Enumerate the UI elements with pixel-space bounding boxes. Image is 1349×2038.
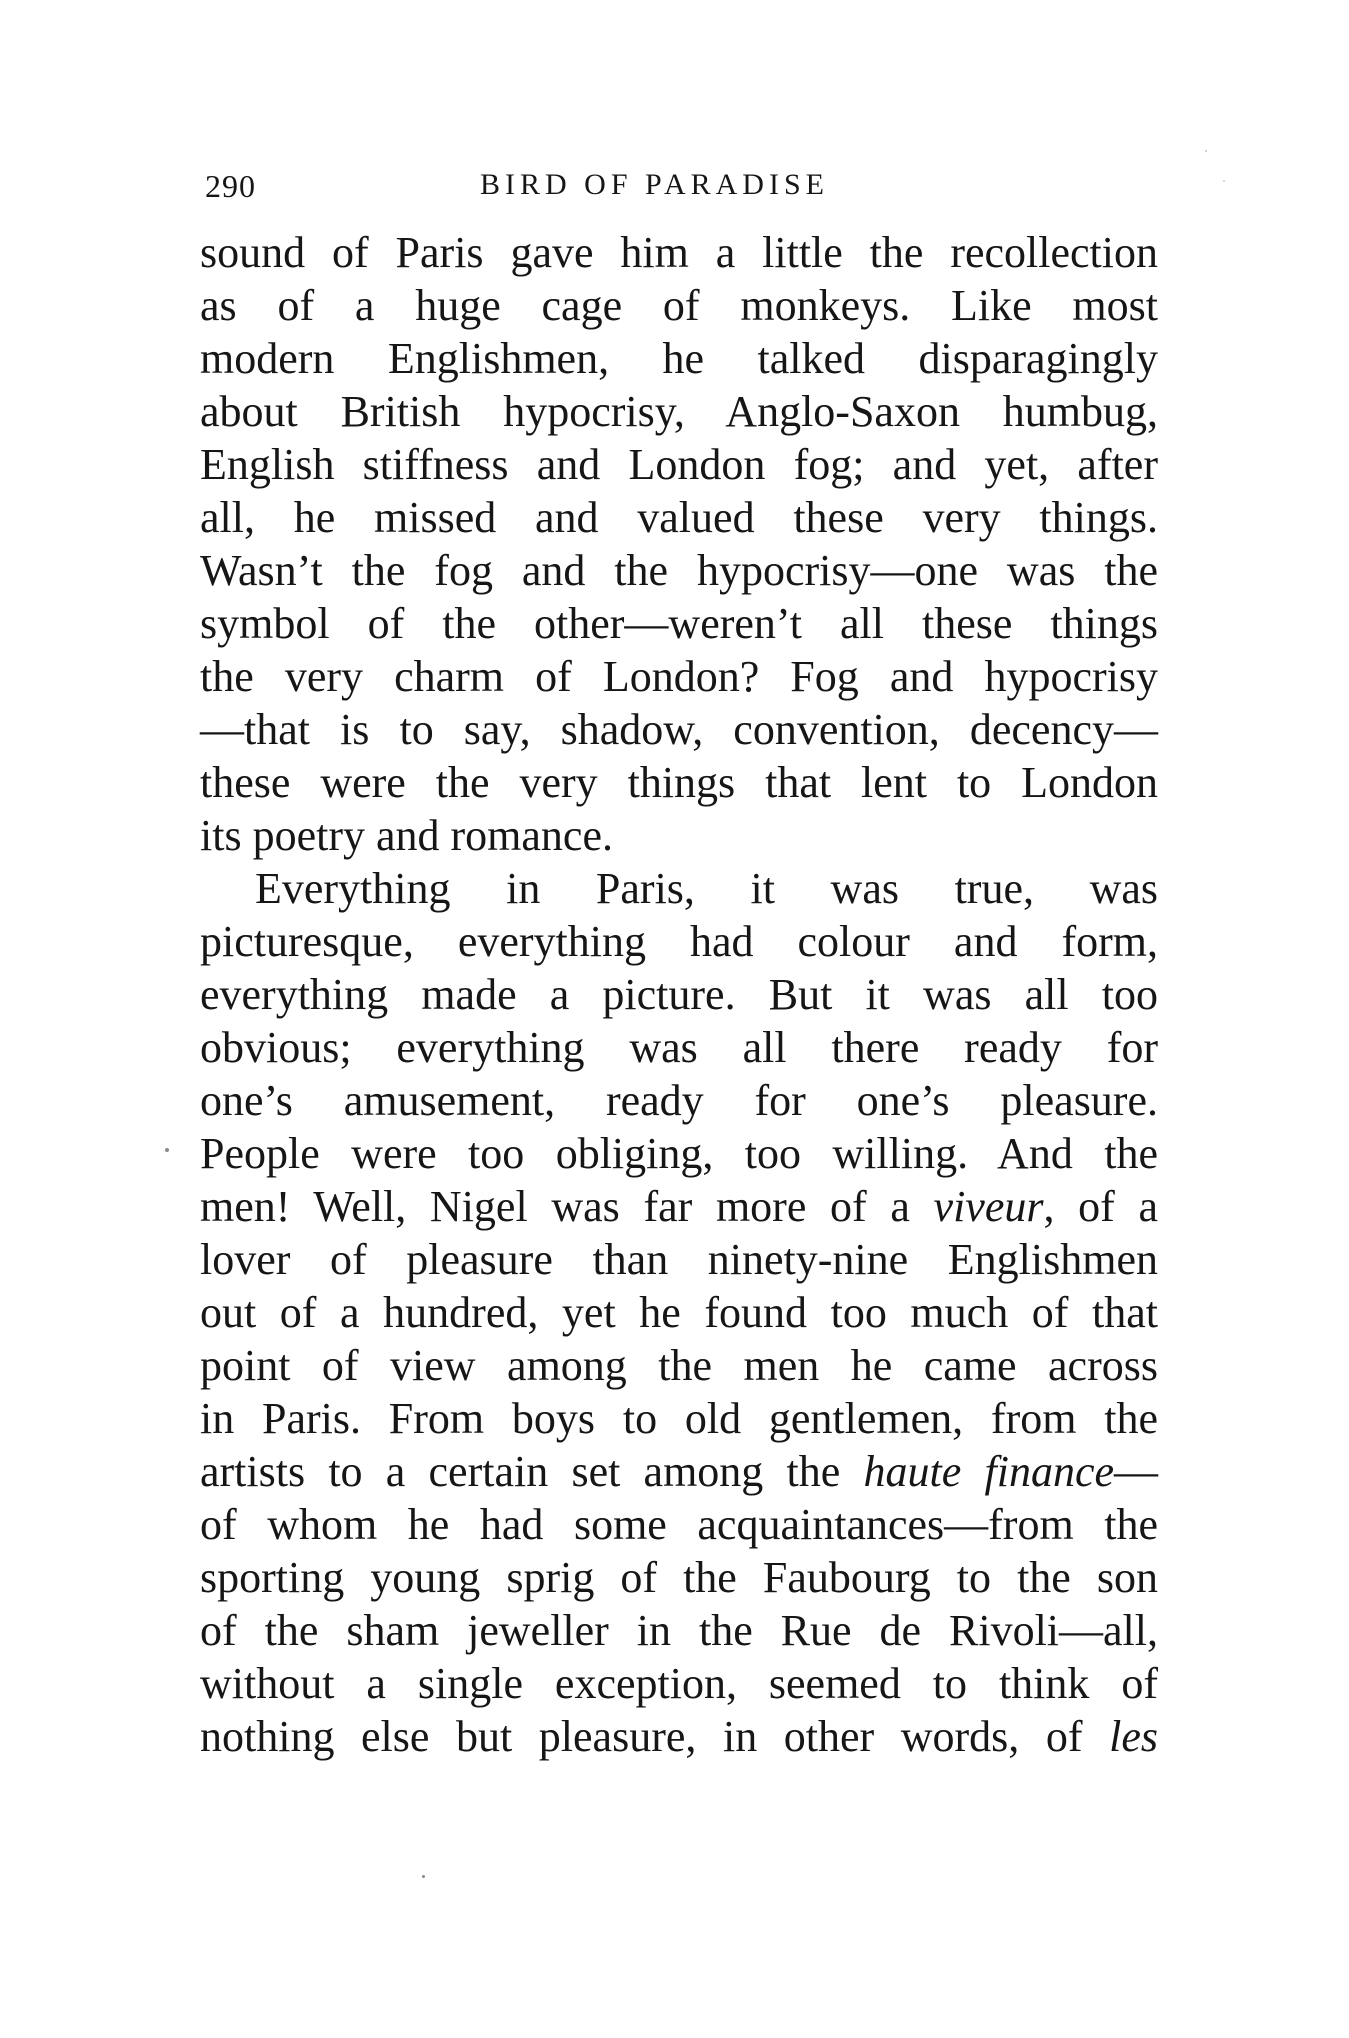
text-line: modern Englishmen, he talked disparagingly (200, 334, 1158, 383)
text-line: about British hypocrisy, Anglo-Saxon humbug, (200, 387, 1158, 436)
print-speck (165, 1148, 169, 1152)
text-line: these were the very things that lent to London (200, 758, 1158, 807)
text-line: all, he missed and valued these very things. (200, 493, 1158, 542)
text-line: without a single exception, seemed to think of (200, 1659, 1158, 1708)
roman-text: , of a (1043, 1182, 1159, 1231)
paragraph-start-line: Everything in Paris, it was true, was (255, 864, 1158, 913)
page-number: 290 (205, 168, 256, 204)
text-line: lover of pleasure than ninety-nine Englishmen (200, 1235, 1158, 1284)
text-line: People were too obliging, too willing. And the (200, 1129, 1158, 1178)
roman-text: artists to a certain set among the (200, 1447, 864, 1496)
print-speck (1205, 150, 1207, 152)
text-line: in Paris. From boys to old gentlemen, from the (200, 1394, 1158, 1443)
text-line-with-italic (200, 1180, 1158, 1233)
roman-text: — (1114, 1447, 1159, 1496)
body-text (200, 226, 1158, 1763)
print-speck (1223, 180, 1225, 182)
text-line: obvious; everything was all there ready for (200, 1023, 1158, 1072)
roman-text: nothing else but pleasure, in other words, of (200, 1712, 1110, 1761)
text-line: out of a hundred, yet he found too much of that (200, 1288, 1158, 1337)
text-line: English stiffness and London fog; and yet, after (200, 440, 1158, 489)
text-line: of whom he had some acquaintances—from the (200, 1500, 1158, 1549)
roman-text: men! Well, Nigel was far more of a (200, 1182, 934, 1231)
text-line: point of view among the men he came across (200, 1341, 1158, 1390)
italic-phrase: haute finance (863, 1447, 1115, 1496)
text-line: Wasn’t the fog and the hypocrisy—one was the (200, 546, 1158, 595)
text-line: the very charm of London? Fog and hypocrisy (200, 652, 1158, 701)
text-line-with-italic (200, 1445, 1158, 1498)
running-title: BIRD OF PARADISE (480, 168, 829, 201)
text-line: sound of Paris gave him a little the recollection (200, 228, 1158, 277)
text-line: picturesque, everything had colour and form, (200, 917, 1158, 966)
text-line: —that is to say, shadow, convention, decency— (200, 705, 1158, 754)
paragraph-end-line: its poetry and romance. (200, 811, 613, 860)
print-speck (422, 1875, 425, 1878)
text-line: sporting young sprig of the Faubourg to the son (200, 1553, 1158, 1602)
text-line-with-italic (200, 1710, 1158, 1763)
text-line: as of a huge cage of monkeys. Like most (200, 281, 1158, 330)
text-line: everything made a picture. But it was all too (200, 970, 1158, 1019)
text-line: of the sham jeweller in the Rue de Rivoli—all, (200, 1606, 1158, 1655)
text-line: symbol of the other—weren’t all these things (200, 599, 1158, 648)
page-header (205, 168, 1165, 218)
text-line: one’s amusement, ready for one’s pleasure. (200, 1076, 1158, 1125)
italic-word: les (1109, 1712, 1158, 1761)
italic-word: viveur (933, 1182, 1044, 1231)
